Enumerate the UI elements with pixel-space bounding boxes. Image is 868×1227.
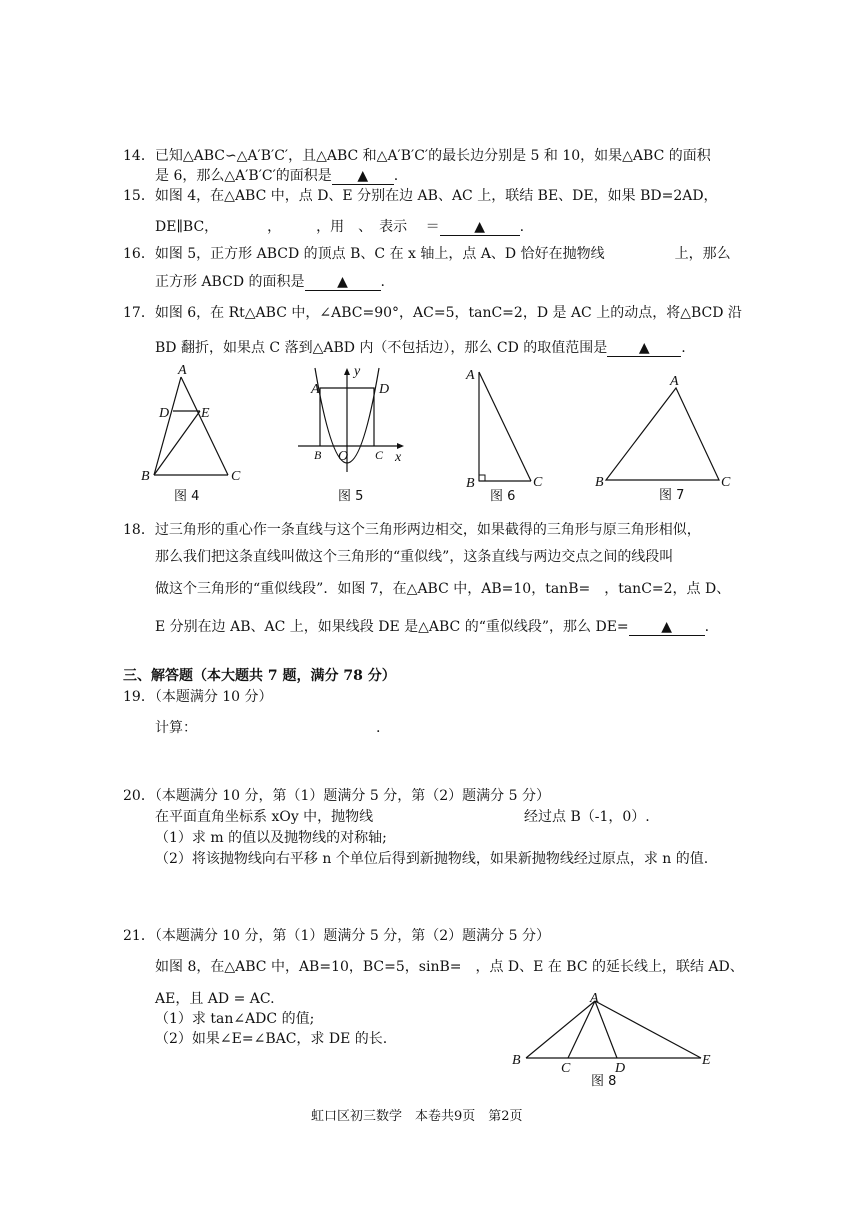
q19-end: . bbox=[376, 720, 381, 736]
figure-5 bbox=[296, 362, 411, 507]
q17-line1: 17．如图 6，在 Rt△ABC 中，∠ABC=90°，AC=5，tanC=2，D 是 AC 上的动点，将△BCD 沿 bbox=[123, 305, 742, 321]
q19-body: 计算： bbox=[155, 720, 197, 736]
fig5-x-arrow bbox=[397, 443, 404, 449]
fig8-label-b: B bbox=[512, 1053, 521, 1068]
q17-answer-blank[interactable] bbox=[607, 340, 681, 357]
q21-head: 21．（本题满分 10 分，第（1）题满分 5 分，第（2）题满分 5 分） bbox=[123, 928, 550, 944]
q18-line4 bbox=[155, 618, 709, 636]
q16-answer-blank[interactable] bbox=[305, 274, 381, 291]
q18-text: E 分别在边 AB、AC 上，如果线段 DE 是△ABC 的“重似线段”，那么 DE= bbox=[155, 619, 629, 635]
figure-4 bbox=[138, 362, 248, 507]
fig4-label-b: B bbox=[141, 469, 150, 484]
figure-7 bbox=[590, 362, 740, 507]
fig6-label-c: C bbox=[533, 475, 543, 490]
q16-mark: ▲ bbox=[337, 274, 348, 290]
fig4-label-a: A bbox=[178, 363, 187, 378]
q18-line2: 那么我们把这条直线叫做这个三角形的“重似线”，这条直线与两边交点之间的线段叫 bbox=[155, 549, 674, 565]
fig8-segment-ae bbox=[595, 1001, 701, 1058]
fig8-segment-ab bbox=[526, 1001, 595, 1058]
fig4-label-e: E bbox=[201, 406, 210, 421]
fig5-y-arrow bbox=[344, 368, 350, 375]
fig8-label-a: A bbox=[590, 991, 599, 1006]
section3-title: 三、解答题（本大题共 7 题，满分 78 分） bbox=[123, 668, 396, 684]
q20-head: 20．（本题满分 10 分，第（1）题满分 5 分，第（2）题满分 5 分） bbox=[123, 788, 550, 804]
q16-text: 正方形 ABCD 的面积是 bbox=[155, 274, 305, 290]
fig6-side-ac bbox=[479, 372, 531, 481]
fig8-segment-ad bbox=[595, 1001, 617, 1058]
q21-body1: 如图 8，在△ABC 中，AB=10，BC=5，sinB= ，点 D、E 在 BC 的延长线上，联结 AD、 bbox=[155, 959, 744, 975]
page-footer: 虹口区初三数学 本卷共9页 第2页 bbox=[311, 1109, 523, 1124]
q17-mark: ▲ bbox=[638, 340, 650, 356]
fig7-label-c: C bbox=[721, 475, 731, 490]
fig5-label-x: x bbox=[395, 450, 402, 465]
q18-line1: 18．过三角形的重心作一条直线与这个三角形两边相交，如果截得的三角形与原三角形相似， bbox=[123, 522, 701, 538]
q18-answer-blank[interactable] bbox=[629, 619, 705, 636]
q17-text: BD 翻折，如果点 C 落到△ABD 内（不包括边），那么 CD 的取值范围是 bbox=[155, 340, 608, 356]
q15-line1: 15．如图 4，在△ABC 中，点 D、E 分别在边 AB、AC 上，联结 BE、DE，如果 BD=2AD， bbox=[123, 188, 718, 204]
fig8-label-e: E bbox=[702, 1053, 711, 1068]
fig6-label-a: A bbox=[466, 368, 475, 383]
q15-end: . bbox=[519, 219, 525, 235]
fig6-right-angle-mark bbox=[479, 475, 485, 481]
fig5-caption: 图 5 bbox=[338, 489, 364, 504]
q19-head: 19．（本题满分 10 分） bbox=[123, 689, 273, 705]
q14-answer-blank[interactable] bbox=[332, 168, 394, 185]
q15-answer-blank[interactable] bbox=[440, 219, 520, 236]
fig4-side-ac bbox=[181, 377, 228, 475]
fig6-caption: 图 6 bbox=[490, 489, 516, 504]
q16-line1: 16．如图 5，正方形 ABCD 的顶点 B、C 在 x 轴上，点 A、D 恰好在抛物线 上，那么 bbox=[123, 246, 731, 262]
q14-text: 是 6，那么△A′B′C′的面积是 bbox=[155, 168, 332, 184]
fig5-label-c: C bbox=[375, 448, 384, 462]
q14-line2 bbox=[155, 167, 398, 185]
fig5-label-o: O bbox=[338, 449, 349, 464]
q16-end: . bbox=[380, 274, 385, 290]
q20-body-b: 经过点 B（-1，0）. bbox=[524, 809, 650, 825]
fig5-label-a: A bbox=[311, 382, 320, 397]
fig7-triangle bbox=[606, 388, 719, 480]
q20-part1: （1）求 m 的值以及抛物线的对称轴; bbox=[155, 830, 387, 846]
q15-line2 bbox=[155, 218, 524, 236]
q15-text: DE∥BC， ， ，用 、 表示 ＝ bbox=[155, 219, 440, 235]
q18-mark: ▲ bbox=[661, 619, 673, 635]
q20-body-a: 在平面直角坐标系 xOy 中，抛物线 bbox=[155, 809, 374, 825]
fig4-side-ab bbox=[154, 377, 181, 475]
q15-mark: ▲ bbox=[474, 219, 486, 235]
figure-6 bbox=[462, 362, 552, 507]
q21-body2: AE，且 AD = AC. bbox=[155, 991, 275, 1007]
fig7-label-a: A bbox=[670, 374, 679, 389]
fig5-label-b: B bbox=[314, 448, 322, 462]
fig7-label-b: B bbox=[595, 475, 604, 490]
fig8-label-d: D bbox=[615, 1061, 626, 1076]
q16-line2 bbox=[155, 273, 385, 291]
q17-end: . bbox=[681, 340, 686, 356]
fig7-caption: 图 7 bbox=[659, 488, 685, 503]
q21-part2: （2）如果∠E=∠BAC，求 DE 的长. bbox=[155, 1031, 388, 1047]
fig6-label-b: B bbox=[466, 476, 475, 491]
q18-end: . bbox=[704, 619, 710, 635]
fig4-label-c: C bbox=[231, 469, 241, 484]
q14-end: . bbox=[393, 168, 399, 184]
q17-line2 bbox=[155, 339, 686, 357]
fig8-caption: 图 8 bbox=[591, 1074, 617, 1089]
fig8-label-c: C bbox=[561, 1061, 571, 1076]
q18-line3: 做这个三角形的“重似线段”．如图 7，在△ABC 中，AB=10，tanB= ，tanC=2，点 D、 bbox=[155, 581, 731, 597]
q14-line1: 14．已知△ABC∽△A′B′C′，且△ABC 和△A′B′C′的最长边分别是 5 和 10，如果△ABC 的面积 bbox=[123, 148, 711, 164]
q21-part1: （1）求 tan∠ADC 的值; bbox=[155, 1011, 315, 1027]
q20-part2: （2）将该抛物线向右平移 n 个单位后得到新抛物线，如果新抛物线经过原点，求 n 的值. bbox=[155, 851, 709, 867]
fig8-segment-ac bbox=[568, 1001, 595, 1058]
fig4-label-d: D bbox=[159, 406, 170, 421]
fig5-label-y: y bbox=[354, 364, 361, 379]
q14-mark: ▲ bbox=[357, 168, 369, 184]
fig5-label-d: D bbox=[379, 382, 390, 397]
figure-8 bbox=[505, 988, 730, 1093]
fig4-caption: 图 4 bbox=[174, 489, 200, 504]
